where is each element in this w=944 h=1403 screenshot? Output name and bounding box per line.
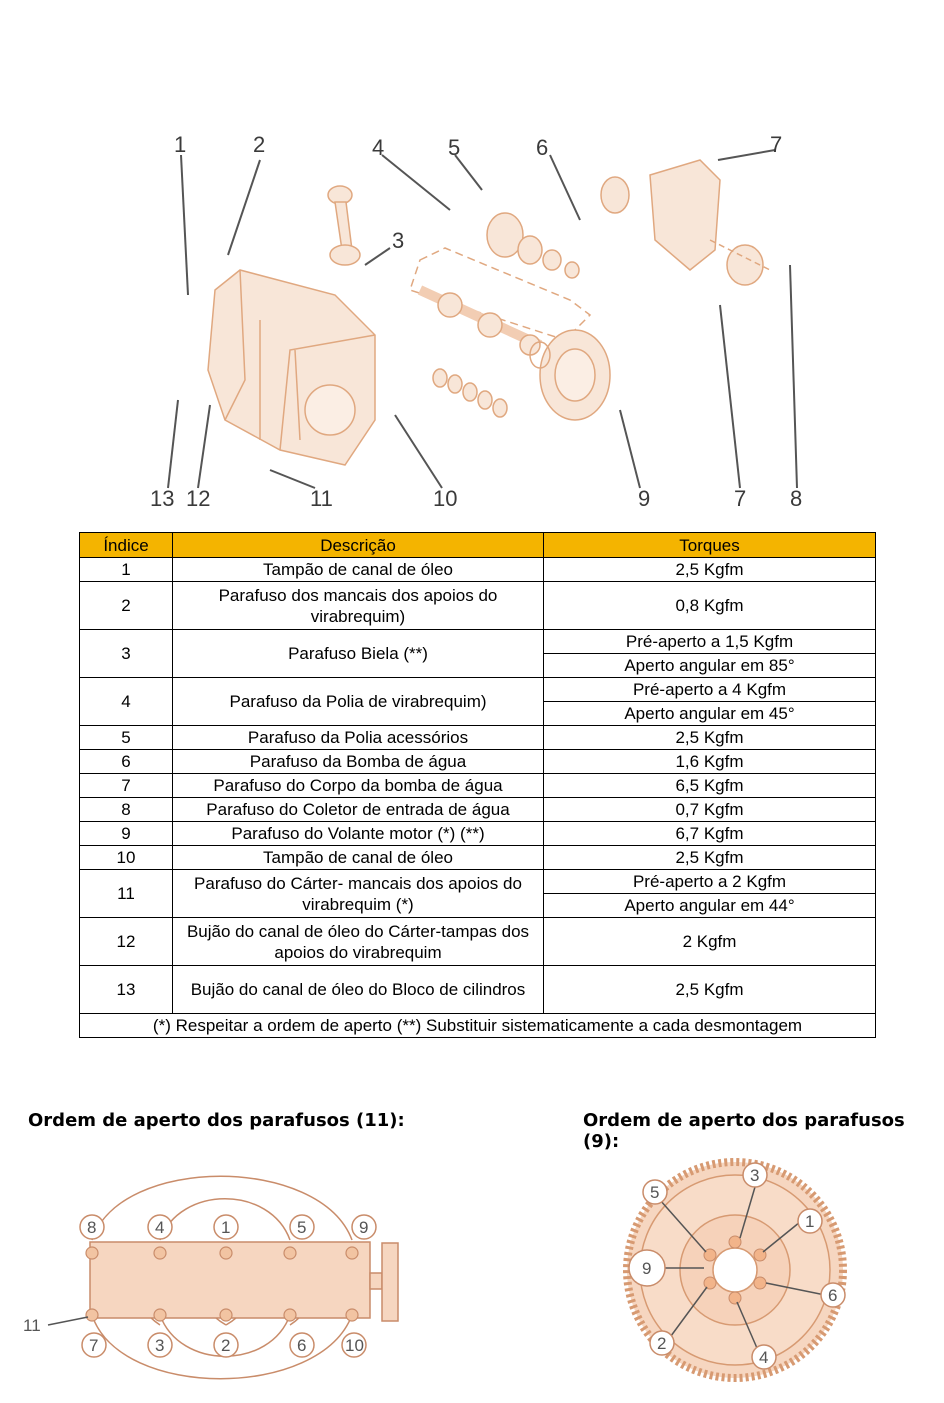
callout-10: 10: [433, 486, 458, 511]
header-torques: Torques: [544, 533, 876, 558]
row-index: 7: [80, 774, 173, 798]
row-torque: Aperto angular em 44°: [544, 894, 876, 918]
table-row: [80, 846, 876, 870]
row-torque: 0,8 Kgfm: [544, 582, 876, 630]
table-row: [80, 582, 876, 630]
bolt-order-11-diagram: [20, 1165, 420, 1395]
pulleys: [487, 213, 579, 278]
bearing-shells: [433, 369, 507, 417]
callout-5: 5: [448, 135, 461, 160]
table-row: [80, 918, 876, 966]
flywheel-bolt-9: 9: [642, 1259, 652, 1278]
pulley-end: [370, 1243, 398, 1321]
row-description: Bujão do canal de óleo do Bloco de cilindros: [173, 966, 544, 1014]
row-torque: Pré-aperto a 1,5 Kgfm: [544, 630, 876, 654]
table-row: [80, 966, 876, 1014]
header-description: Descrição: [173, 533, 544, 558]
bolt-bottom-2: 3: [155, 1336, 165, 1355]
bolt-bottom-1: 7: [89, 1336, 99, 1355]
row-torque: 6,5 Kgfm: [544, 774, 876, 798]
row-torque: 2,5 Kgfm: [544, 966, 876, 1014]
row-description: Parafuso da Bomba de água: [173, 750, 544, 774]
table-row: [80, 678, 876, 702]
bolt-order-9-title: Ordem de aperto dos parafusos (9):: [583, 1110, 905, 1152]
connecting-rod: [328, 186, 360, 265]
bolt-top-3: 1: [221, 1218, 231, 1237]
callout-1: 1: [174, 132, 187, 157]
row-index: 3: [80, 630, 173, 678]
row-index: 2: [80, 582, 173, 630]
row-index: 4: [80, 678, 173, 726]
row-torque: Pré-aperto a 4 Kgfm: [544, 678, 876, 702]
callout-8: 8: [790, 486, 803, 511]
table-row: [80, 750, 876, 774]
bolt-top-5: 9: [359, 1218, 369, 1237]
table-header-row: [80, 533, 876, 558]
row-index: 11: [80, 870, 173, 918]
row-torque: 6,7 Kgfm: [544, 822, 876, 846]
table-row: [80, 630, 876, 654]
row-description: Parafuso da Polia acessórios: [173, 726, 544, 750]
bolt-top-4: 5: [297, 1218, 307, 1237]
callout-2: 2: [253, 132, 266, 157]
header-index: Índice: [80, 533, 173, 558]
row-description: Parafuso do Cárter- mancais dos apoios do virabrequim (*): [173, 870, 544, 918]
bolt-bottom-5: 10: [345, 1336, 364, 1355]
row-torque: Pré-aperto a 2 Kgfm: [544, 870, 876, 894]
row-description: Tampão de canal de óleo: [173, 558, 544, 582]
callout-7-top: 7: [770, 132, 783, 157]
water-pump: [601, 160, 770, 285]
callout-6: 6: [536, 135, 549, 160]
row-description: Parafuso do Volante motor (*) (**): [173, 822, 544, 846]
callout-11: 11: [310, 486, 333, 511]
row-torque: Aperto angular em 45°: [544, 702, 876, 726]
row-torque: 2,5 Kgfm: [544, 846, 876, 870]
bolt-bottom-3: 2: [221, 1336, 231, 1355]
table-row: [80, 774, 876, 798]
flywheel-bolt-6: 6: [828, 1286, 838, 1305]
row-description: Tampão de canal de óleo: [173, 846, 544, 870]
table-note-row: [80, 1014, 876, 1038]
label-11: 11: [23, 1316, 41, 1335]
row-description: Parafuso da Polia de virabrequim): [173, 678, 544, 726]
row-index: 5: [80, 726, 173, 750]
table-row: [80, 870, 876, 894]
table-row: [80, 558, 876, 582]
row-description: Parafuso dos mancais dos apoios do virabrequim): [173, 582, 544, 630]
row-torque: 1,6 Kgfm: [544, 750, 876, 774]
callout-4: 4: [372, 135, 385, 160]
callout-12: 12: [186, 486, 211, 511]
row-torque: 2,5 Kgfm: [544, 726, 876, 750]
row-index: 6: [80, 750, 173, 774]
flywheel-bolt-4: 4: [759, 1348, 769, 1367]
table-row: [80, 822, 876, 846]
bolt-order-11-title: Ordem de aperto dos parafusos (11):: [28, 1110, 405, 1131]
callout-7-bottom: 7: [734, 486, 747, 511]
callout-9: 9: [638, 486, 651, 511]
row-index: 8: [80, 798, 173, 822]
row-index: 12: [80, 918, 173, 966]
flywheel-part: [530, 330, 610, 420]
engine-exploded-diagram: [120, 120, 840, 520]
row-description: Parafuso Biela (**): [173, 630, 544, 678]
table-note: (*) Respeitar a ordem de aperto (**) Substituir sistematicamente a cada desmontagem: [80, 1014, 876, 1038]
row-index: 9: [80, 822, 173, 846]
torque-table: [79, 532, 876, 1038]
flywheel-bolt-5: 5: [650, 1183, 660, 1202]
row-index: 13: [80, 966, 173, 1014]
row-index: 10: [80, 846, 173, 870]
bolt-top-1: 8: [87, 1218, 97, 1237]
table-row: [80, 798, 876, 822]
table-row: [80, 726, 876, 750]
flywheel-hub: [713, 1248, 757, 1292]
row-torque: 2,5 Kgfm: [544, 558, 876, 582]
bolt-top-2: 4: [155, 1218, 165, 1237]
row-index: 1: [80, 558, 173, 582]
bolt-order-9-diagram: [600, 1150, 880, 1390]
flywheel-bolt-1: 1: [805, 1212, 815, 1231]
engine-block: [208, 270, 375, 465]
row-description: Parafuso do Corpo da bomba de água: [173, 774, 544, 798]
flywheel-bolt-3: 3: [750, 1166, 760, 1185]
bolt-bottom-4: 6: [297, 1336, 307, 1355]
row-torque: 0,7 Kgfm: [544, 798, 876, 822]
flywheel-bolt-2: 2: [657, 1334, 667, 1353]
row-description: Parafuso do Coletor de entrada de água: [173, 798, 544, 822]
row-torque: Aperto angular em 85°: [544, 654, 876, 678]
row-description: Bujão do canal de óleo do Cárter-tampas dos apoios do virabrequim: [173, 918, 544, 966]
row-torque: 2 Kgfm: [544, 918, 876, 966]
callout-3: 3: [392, 228, 405, 253]
callout-13: 13: [150, 486, 175, 511]
